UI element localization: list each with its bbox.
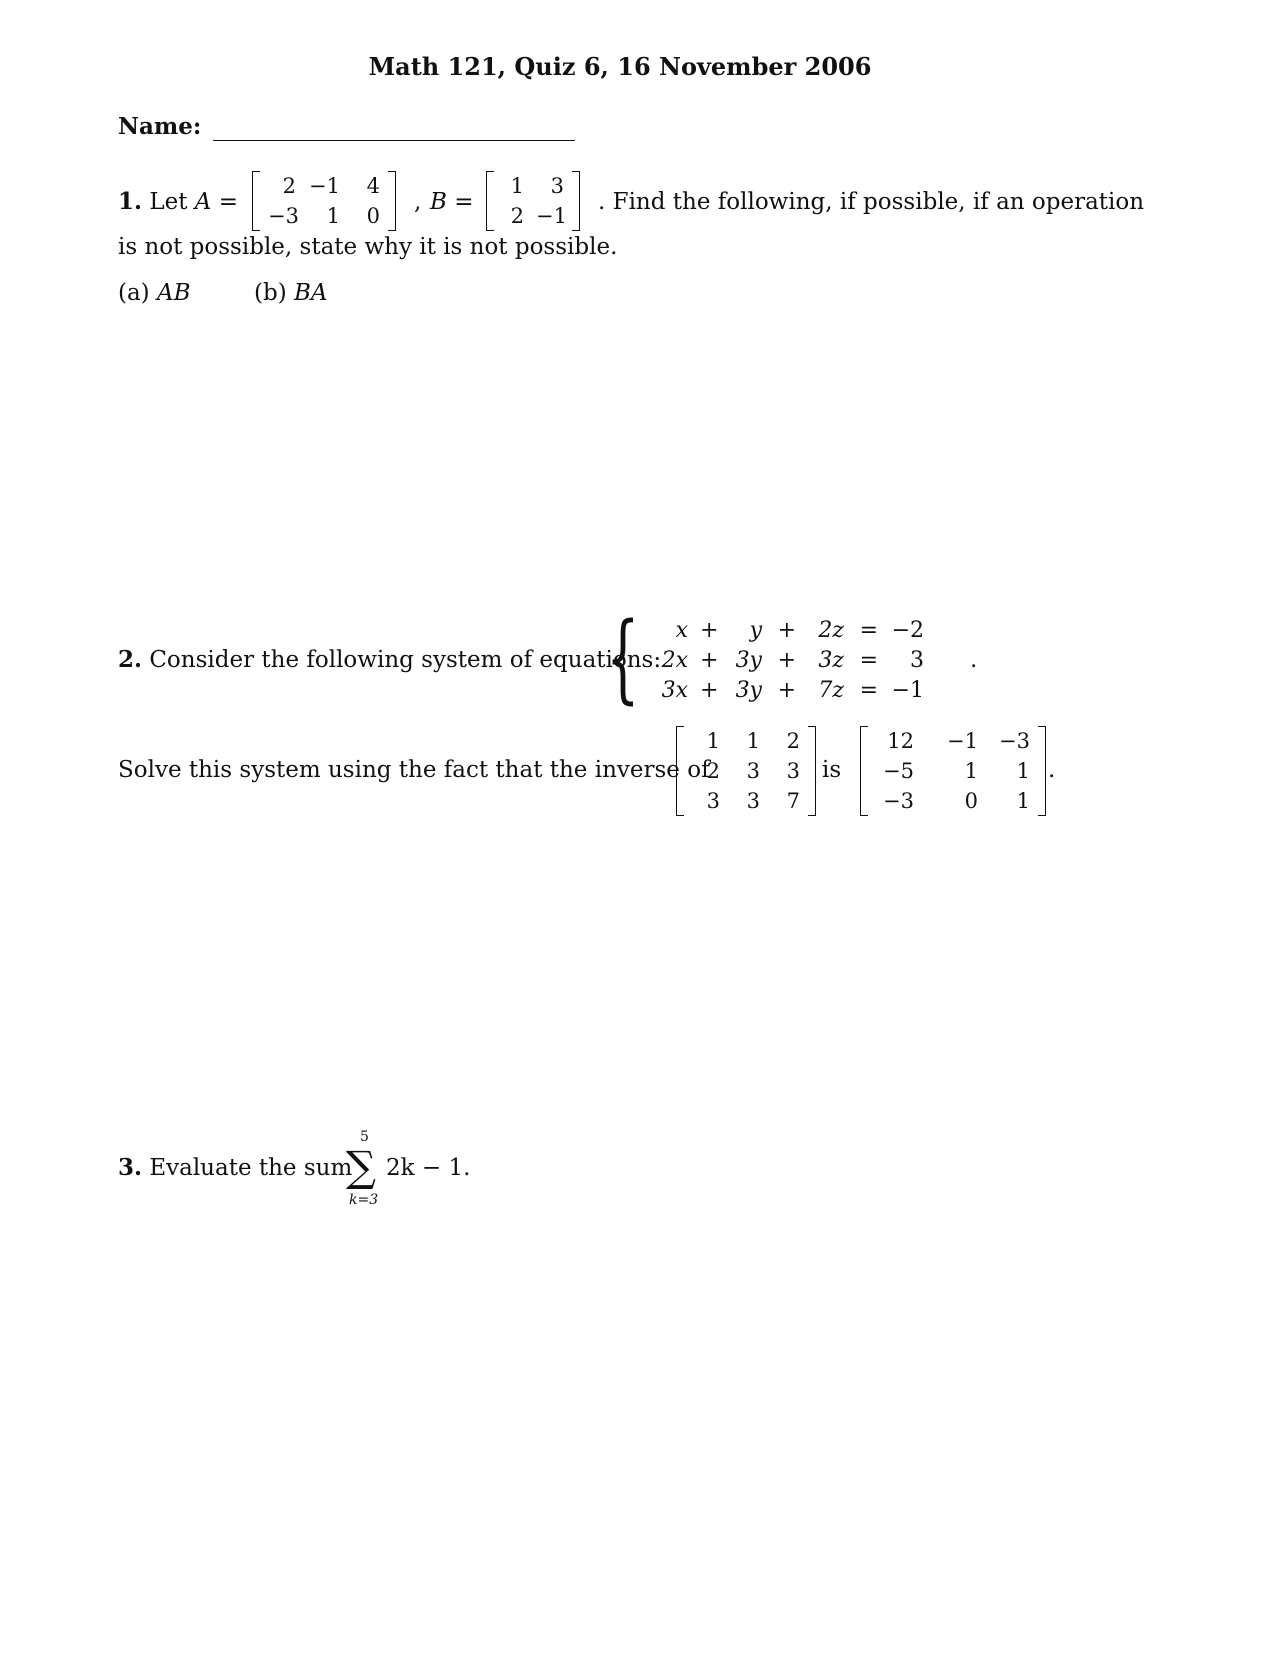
eq-term: −2 xyxy=(891,618,924,643)
eq-term: = xyxy=(859,648,878,673)
q1-part-a xyxy=(118,279,191,307)
inverse-cell: −3 xyxy=(883,789,914,813)
inverse-cell: 1 xyxy=(964,759,978,783)
inverse-cell: 12 xyxy=(887,729,914,753)
eq-term: 3 xyxy=(910,648,924,673)
inverse-cell: 0 xyxy=(964,789,978,813)
eq-term: + xyxy=(700,618,719,643)
sum-expression: 2k − 1. xyxy=(386,1155,471,1181)
name-input-line[interactable] xyxy=(213,140,575,141)
coef-cell: 2 xyxy=(786,729,800,753)
matrix-a-cell: −3 xyxy=(268,204,299,228)
q3-text xyxy=(118,1154,352,1182)
eq-term: 3x xyxy=(661,678,688,703)
coef-cell: 3 xyxy=(706,789,720,813)
coef-cell: 1 xyxy=(746,729,760,753)
q1-part-a-expr: AB xyxy=(156,280,191,306)
inverse-cell: −5 xyxy=(883,759,914,783)
eq-term: = xyxy=(859,678,878,703)
q1-part-b xyxy=(254,279,328,307)
q1-part-b-expr: BA xyxy=(293,280,328,306)
q1-comma: , xyxy=(414,189,422,215)
q2-intro-text: Consider the following system of equations: xyxy=(149,647,662,673)
eq-term: = xyxy=(859,618,878,643)
coef-cell: 7 xyxy=(786,789,800,813)
coef-cell: 3 xyxy=(746,759,760,783)
eq-term: 3z xyxy=(818,648,844,673)
eq-term: −1 xyxy=(891,678,924,703)
q2-is: is xyxy=(822,757,842,783)
matrix-a-cell: 2 xyxy=(282,174,296,198)
eq-term: 3y xyxy=(735,648,762,673)
q1-after-b: . Find the following, if possible, if an operation xyxy=(598,189,1145,215)
matrix-b-cell: −1 xyxy=(536,204,567,228)
eq-term: + xyxy=(700,678,719,703)
eq-term: + xyxy=(777,618,796,643)
q1-part-a-label: (a) xyxy=(118,280,150,306)
q1-a-label: A = xyxy=(194,189,238,215)
matrix-b xyxy=(486,171,580,231)
q1-part-b-label: (b) xyxy=(254,280,287,306)
eq-term: y xyxy=(749,618,762,643)
inverse-cell: 1 xyxy=(1016,759,1030,783)
q1-number: 1. xyxy=(118,188,143,215)
eq-term: + xyxy=(700,648,719,673)
eq-term: 3y xyxy=(735,678,762,703)
matrix-b-cell: 1 xyxy=(510,174,524,198)
coef-cell: 3 xyxy=(746,789,760,813)
system-end: . xyxy=(970,647,978,673)
eq-term: 7z xyxy=(818,678,844,703)
matrix-a-cell: −1 xyxy=(309,174,340,198)
matrix-a xyxy=(252,171,396,231)
eq-term: 2z xyxy=(818,618,844,643)
eq-term: 2x xyxy=(661,648,688,673)
matrix-b-cell: 2 xyxy=(510,204,524,228)
inverse-cell: −3 xyxy=(999,729,1030,753)
eq-term: + xyxy=(777,648,796,673)
q3-number: 3. xyxy=(118,1154,143,1181)
matrix-b-cell: 3 xyxy=(550,174,564,198)
left-brace: { xyxy=(606,602,640,714)
matrix-a-cell: 1 xyxy=(326,204,340,228)
page-title: Math 121, Quiz 6, 16 November 2006 xyxy=(368,52,872,81)
matrix-a-cell: 0 xyxy=(366,204,380,228)
coef-cell: 1 xyxy=(706,729,720,753)
q2-number: 2. xyxy=(118,646,143,673)
q1-let: Let xyxy=(149,189,188,215)
q1-b-label: B = xyxy=(430,189,474,215)
q1-line2: is not possible, state why it is not possible. xyxy=(118,234,618,260)
eq-term: x xyxy=(675,618,688,643)
inverse-cell: 1 xyxy=(1016,789,1030,813)
q1-intro xyxy=(118,188,238,216)
q2-solve-text: Solve this system using the fact that the inverse of xyxy=(118,757,710,783)
coef-cell: 2 xyxy=(706,759,720,783)
coefficient-matrix xyxy=(676,726,816,816)
sum-upper-limit: 5 xyxy=(360,1129,369,1145)
q2-intro xyxy=(118,646,661,674)
name-label: Name: xyxy=(118,113,202,140)
coef-cell: 3 xyxy=(786,759,800,783)
q2-end: . xyxy=(1048,757,1056,783)
sum-lower-limit: k=3 xyxy=(349,1192,379,1208)
inverse-cell: −1 xyxy=(947,729,978,753)
equation-system xyxy=(648,616,930,706)
sigma-symbol: ∑ xyxy=(346,1142,376,1191)
matrix-a-cell: 4 xyxy=(366,174,380,198)
q3-intro: Evaluate the sum xyxy=(149,1155,353,1181)
eq-term: + xyxy=(777,678,796,703)
inverse-matrix xyxy=(860,726,1046,816)
